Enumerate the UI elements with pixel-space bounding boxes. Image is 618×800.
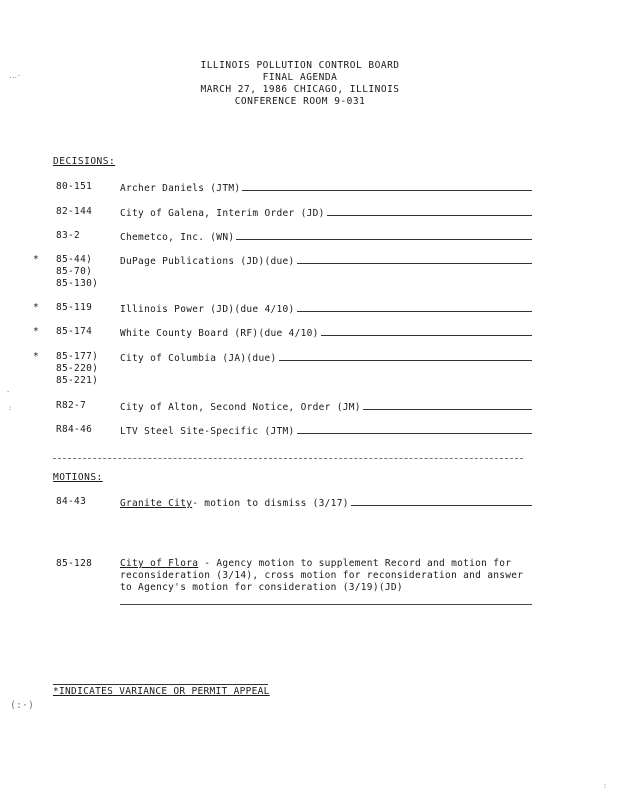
footnote-text: *INDICATES VARIANCE OR PERMIT APPEAL bbox=[53, 686, 270, 697]
docket-number: R82-7 bbox=[56, 400, 87, 411]
case-title: Chemetco, Inc. (WN) bbox=[120, 232, 235, 243]
case-title: Granite City bbox=[120, 498, 193, 509]
signature-line bbox=[120, 604, 532, 605]
scan-speck: .‥· bbox=[8, 72, 22, 80]
case-title: City of Galena, Interim Order (JD) bbox=[120, 208, 325, 219]
scan-speck: (:·) bbox=[10, 700, 35, 711]
board-name: ILLINOIS POLLUTION CONTROL BOARD bbox=[200, 60, 400, 71]
motions-heading: MOTIONS: bbox=[53, 472, 103, 483]
docket-number: 83-2 bbox=[56, 230, 81, 241]
variance-marker: * bbox=[33, 351, 40, 362]
case-title: City of Columbia (JA)(due) bbox=[120, 353, 277, 364]
docket-number: 85-174 bbox=[56, 326, 93, 337]
signature-line bbox=[297, 254, 532, 264]
case-title: City of Flora bbox=[120, 558, 199, 569]
case-title: LTV Steel Site-Specific (JTM) bbox=[120, 426, 295, 437]
decisions-heading: DECISIONS: bbox=[53, 156, 116, 167]
agenda-title: FINAL AGENDA bbox=[262, 72, 338, 83]
case-title: Archer Daniels (JTM) bbox=[120, 183, 241, 194]
signature-line bbox=[363, 400, 532, 410]
docket-number: R84-46 bbox=[56, 424, 93, 435]
footnote bbox=[53, 684, 270, 697]
docket-number: 82-144 bbox=[56, 206, 93, 217]
docket-number: 85-128 bbox=[56, 558, 93, 569]
meeting-date-location: MARCH 27, 1986 CHICAGO, ILLINOIS bbox=[200, 84, 400, 95]
docket-number: 84-43 bbox=[56, 496, 87, 507]
case-title: White County Board (RF)(due 4/10) bbox=[120, 328, 319, 339]
docket-number: 80-151 bbox=[56, 181, 93, 192]
case-title: City of Alton, Second Notice, Order (JM) bbox=[120, 402, 361, 413]
signature-line bbox=[236, 230, 532, 240]
variance-marker: * bbox=[33, 302, 40, 313]
signature-line bbox=[297, 302, 532, 312]
motion-entry bbox=[120, 558, 540, 594]
docket-number: 85-44) 85-70) 85-130) bbox=[56, 254, 99, 289]
scan-speck: : bbox=[603, 782, 608, 790]
scan-speck: : bbox=[8, 404, 13, 412]
variance-marker: * bbox=[33, 326, 40, 337]
signature-line bbox=[327, 206, 532, 216]
motion-description: - Agency motion to supplement Record and motion for reconsideration (3/14), cross motion for reconsideration and answer to Agency's motion for consideration (3/19)(JD) bbox=[120, 558, 524, 593]
signature-line bbox=[242, 181, 532, 191]
scan-speck: · bbox=[6, 388, 11, 396]
variance-marker: * bbox=[33, 254, 40, 265]
signature-line bbox=[279, 351, 532, 361]
section-divider bbox=[53, 458, 523, 459]
docket-number: 85-177) 85-220) 85-221) bbox=[56, 351, 99, 386]
docket-number: 85-119 bbox=[56, 302, 93, 313]
case-title: Illinois Power (JD)(due 4/10) bbox=[120, 304, 295, 315]
signature-line bbox=[297, 424, 532, 434]
meeting-room: CONFERENCE ROOM 9-031 bbox=[234, 96, 366, 107]
motion-description: - motion to dismiss (3/17) bbox=[192, 498, 349, 509]
case-title: DuPage Publications (JD)(due) bbox=[120, 256, 295, 267]
footnote-rule bbox=[53, 684, 268, 685]
signature-line bbox=[321, 326, 532, 336]
signature-line bbox=[351, 496, 532, 506]
